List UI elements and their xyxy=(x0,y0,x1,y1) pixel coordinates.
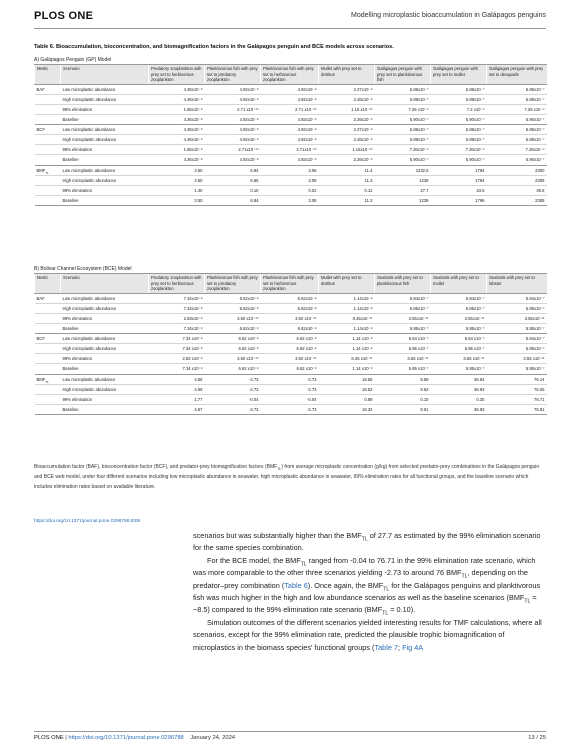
scenario-cell: Baseline xyxy=(61,324,149,334)
value-cell: 5.86x10⁻⁷ xyxy=(431,84,487,94)
table-row xyxy=(35,84,547,94)
value-cell: 11.3 xyxy=(319,175,375,185)
value-cell: 2.71 x10⁻¹⁰ xyxy=(261,104,319,114)
value-cell: 1.14x10⁻⁸ xyxy=(319,293,375,303)
value-cell: -0.04 xyxy=(205,394,261,404)
scenario-cell: 99% elimination xyxy=(61,354,149,364)
scenario-cell: Baseline xyxy=(61,155,149,165)
value-cell: 11.3 xyxy=(319,195,375,205)
value-cell: 5.85 x10⁻⁷ xyxy=(431,344,487,354)
value-cell: 2.26x10⁻⁸ xyxy=(319,94,375,104)
value-cell: 3.50 x10⁻¹⁰ xyxy=(205,354,261,364)
metric-cell xyxy=(35,115,61,125)
value-cell: 0.89 xyxy=(319,394,375,404)
table-row xyxy=(35,384,547,394)
value-cell: 5.85x10⁻⁷ xyxy=(431,303,487,313)
value-cell: 1.66x10⁻⁸ xyxy=(149,104,205,114)
value-cell: 6.84 xyxy=(205,195,261,205)
metric-cell xyxy=(35,195,61,205)
value-cell: 3.06 xyxy=(261,195,319,205)
value-cell: 5.90x10⁻⁷ xyxy=(431,155,487,165)
value-cell: 2.26x10⁻⁸ xyxy=(319,115,375,125)
value-cell: 6.62x10⁻⁸ xyxy=(261,293,319,303)
value-cell: 5.85x10⁻⁷ xyxy=(487,303,547,313)
table-row xyxy=(35,293,547,303)
table-7-link[interactable]: Table 7 xyxy=(374,642,398,652)
table-row xyxy=(35,155,547,165)
metric-cell xyxy=(35,155,61,165)
metric-cell xyxy=(35,384,61,394)
value-cell: -0.04 xyxy=(261,394,319,404)
value-cell: 6.62 x10⁻⁸ xyxy=(205,344,261,354)
value-cell: 5.89x10⁻⁷ xyxy=(375,94,431,104)
value-cell: 4.36x10⁻⁸ xyxy=(149,94,205,104)
scenario-cell: Low microplastic abundance xyxy=(61,334,149,344)
metric-cell: $BMF_{TL}$ xyxy=(35,374,61,384)
metric-cell xyxy=(35,135,61,145)
value-cell: 3.50 xyxy=(149,195,205,205)
value-cell: 0.02 xyxy=(261,185,319,195)
value-cell: 4.92x10⁻⁸ xyxy=(261,155,319,165)
metric-cell xyxy=(35,354,61,364)
value-cell: 36.84 xyxy=(431,374,487,384)
value-cell: 5.89x10⁻⁷ xyxy=(487,94,547,104)
gp-header-row xyxy=(35,65,547,85)
bce-header-cell: Mullet with prey set to detritus xyxy=(319,274,375,294)
table-row xyxy=(35,364,547,374)
value-cell: 3.50 xyxy=(149,175,205,185)
metric-cell: BCF xyxy=(35,125,61,135)
value-cell: 3.55x10⁻¹¹ xyxy=(431,313,487,323)
scenario-cell: Low microplastic abundance xyxy=(61,125,149,135)
gp-header-cell: Predatory zooplankton with prey set to herbivorous zooplankton xyxy=(149,65,205,85)
value-cell: 4.92x10⁻⁸ xyxy=(261,135,319,145)
value-cell: 4.58 xyxy=(149,384,205,394)
scenario-cell: High microplastic abundance xyxy=(61,303,149,313)
table-6-link[interactable]: Table 6 xyxy=(284,580,308,590)
metric-cell xyxy=(35,104,61,114)
value-cell: 4.92x10⁻⁸ xyxy=(205,125,261,135)
scenario-cell: 99% elimination xyxy=(61,145,149,155)
table-row xyxy=(35,394,547,404)
value-cell: -2.73 xyxy=(205,384,261,394)
value-cell: 4.36x10⁻⁸ xyxy=(149,125,205,135)
value-cell: 7.26x10⁻⁹ xyxy=(375,145,431,155)
value-cell: 5.85x10⁻⁷ xyxy=(487,364,547,374)
metric-cell xyxy=(35,313,61,323)
value-cell: 3.50 x10⁻¹⁰ xyxy=(205,313,261,323)
value-cell: 5.86x10⁻⁷ xyxy=(375,84,431,94)
value-cell: 2.26x10⁻⁸ xyxy=(319,135,375,145)
metric-cell xyxy=(35,185,61,195)
gp-model-block xyxy=(34,56,546,206)
scenario-cell: 99% elimination xyxy=(61,394,149,404)
value-cell: 1239 xyxy=(375,195,431,205)
bce-header-cell: Seabirds with prey set to lobster xyxy=(487,274,547,294)
value-cell: 1784 xyxy=(431,165,487,175)
page-footer xyxy=(34,735,546,741)
value-cell: 1.15 x10⁻¹⁰ xyxy=(319,104,375,114)
paragraph-3-separator: ; xyxy=(398,642,403,652)
value-cell: 7.34 x10⁻⁸ xyxy=(149,364,205,374)
value-cell: 5.86x10⁻⁷ xyxy=(487,84,547,94)
value-cell: 1.40 xyxy=(149,185,205,195)
metric-cell xyxy=(35,344,61,354)
value-cell: 5.86x10⁻⁷ xyxy=(431,125,487,135)
metric-cell: $BMF_{TL}$ xyxy=(35,165,61,175)
value-cell: 5.89x10⁻⁷ xyxy=(375,135,431,145)
footer-date: January 24, 2024 xyxy=(190,735,236,741)
value-cell: 5.84 x10⁻⁷ xyxy=(375,334,431,344)
table-row xyxy=(35,175,547,185)
value-cell: 8.45x10⁻¹¹ xyxy=(319,313,375,323)
value-cell: 1796 xyxy=(431,195,487,205)
table-row xyxy=(35,145,547,155)
value-cell: 6.85 xyxy=(205,175,261,185)
gp-model-title: A) Galápagos Penguin (GP) Model xyxy=(34,57,112,63)
metric-cell: BAF xyxy=(35,293,61,303)
value-cell: 0.10 xyxy=(205,185,261,195)
value-cell: 5.90x10⁻⁷ xyxy=(487,155,547,165)
scenario-cell: High microplastic abundance xyxy=(61,135,149,145)
value-cell: 76.05 xyxy=(487,384,547,394)
value-cell: 5.85x10⁻⁷ xyxy=(375,303,431,313)
value-cell: 49.6 xyxy=(487,185,547,195)
value-cell: 4.36x10⁻⁸ xyxy=(149,155,205,165)
value-cell: 5.85x10⁻⁷ xyxy=(431,364,487,374)
fig-4a-link[interactable]: Fig 4A xyxy=(402,642,424,652)
value-cell: 6.62 x10⁻⁸ xyxy=(205,364,261,374)
value-cell: 2.83 x10⁻⁸ xyxy=(149,354,205,364)
table-row xyxy=(35,313,547,323)
value-cell: 11.4 xyxy=(319,165,375,175)
value-cell: 5.89x10⁻⁷ xyxy=(431,135,487,145)
table-row xyxy=(35,195,547,205)
value-cell: 1.66x10⁻⁸ xyxy=(149,145,205,155)
value-cell: 3.50 xyxy=(149,165,205,175)
gp-table xyxy=(34,64,547,206)
table-row xyxy=(35,344,547,354)
value-cell: 3.55x10⁻¹¹ xyxy=(487,313,547,323)
gp-header-cell: Metric xyxy=(35,65,61,85)
footer-divider xyxy=(34,731,546,732)
gp-header-cell: Galápagos penguin with prey set to mullet xyxy=(431,65,487,85)
value-cell: 5.84 x10⁻⁷ xyxy=(431,334,487,344)
table-row xyxy=(35,324,547,334)
bce-model-block xyxy=(34,265,546,415)
value-cell: -2.73 xyxy=(261,404,319,414)
scenario-cell: High microplastic abundance xyxy=(61,94,149,104)
value-cell: 4.92x10⁻⁸ xyxy=(205,135,261,145)
table-row xyxy=(35,165,547,175)
value-cell: 1794 xyxy=(431,175,487,185)
scenario-cell: Low microplastic abundance xyxy=(61,84,149,94)
value-cell: 4.92x10⁻⁸ xyxy=(261,94,319,104)
value-cell: 7.34x10⁻⁸ xyxy=(149,324,205,334)
table-row xyxy=(35,334,547,344)
scenario-cell: 99% elimination xyxy=(61,185,149,195)
value-cell: 5.86x10⁻⁷ xyxy=(375,125,431,135)
value-cell: 3.50 x10⁻¹⁰ xyxy=(261,313,319,323)
value-cell: 0.10 xyxy=(375,394,431,404)
scenario-cell: High microplastic abundance xyxy=(61,344,149,354)
value-cell: 4.36x10⁻⁸ xyxy=(149,135,205,145)
value-cell: 4.92x10⁻⁸ xyxy=(205,94,261,104)
scenario-cell: Baseline xyxy=(61,195,149,205)
gp-header-cell: Galápagos penguin with prey set to decapods xyxy=(487,65,547,85)
value-cell: 5.84x10⁻⁷ xyxy=(487,293,547,303)
value-cell: 6.62x10⁻⁸ xyxy=(205,303,261,313)
value-cell: 43.5 xyxy=(431,185,487,195)
bce-header-cell: Predatory zooplankton with prey set to herbivorous zooplankton xyxy=(149,274,205,294)
value-cell: 4.92x10⁻⁸ xyxy=(205,155,261,165)
value-cell: 7.26 x10⁻⁹ xyxy=(487,104,547,114)
value-cell: 5.86x10⁻⁷ xyxy=(487,125,547,135)
value-cell: 0.30 xyxy=(431,394,487,404)
value-cell: 2300 xyxy=(487,165,547,175)
bce-header-cell: Seabirds with prey set to mullet xyxy=(431,274,487,294)
scenario-cell: 99% elimination xyxy=(61,313,149,323)
value-cell: 4.57 xyxy=(149,404,205,414)
metric-cell xyxy=(35,324,61,334)
table-doi-link[interactable]: https://doi.org/10.1371/journal.pone.0296788.t006 xyxy=(34,519,141,524)
value-cell: -2.73 xyxy=(261,384,319,394)
value-cell: 5.85x10⁻⁷ xyxy=(487,344,547,354)
value-cell: 6.62 x10⁻⁸ xyxy=(205,334,261,344)
value-cell: 5.90x10⁻⁷ xyxy=(375,155,431,165)
value-cell: 6.62 x10⁻⁸ xyxy=(261,334,319,344)
metric-cell xyxy=(35,394,61,404)
value-cell: 3.06 xyxy=(261,165,319,175)
value-cell: 7.26x10⁻⁹ xyxy=(431,145,487,155)
body-text xyxy=(193,530,545,654)
metric-cell: BAF xyxy=(35,84,61,94)
bce-model-title: B) Bolivar Channel Ecosystem (BCE) Model xyxy=(34,266,132,272)
bce-table-body xyxy=(35,293,547,414)
bce-header-cell: Planktivorous fish with prey set to herbivorous zooplankton xyxy=(261,274,319,294)
scenario-cell: 99% elimination xyxy=(61,104,149,114)
value-cell: 7.34 x10⁻⁸ xyxy=(149,334,205,344)
value-cell: 4.58 xyxy=(149,374,205,384)
value-cell: 3.55 x10⁻¹¹ xyxy=(487,354,547,364)
value-cell: 4.92x10⁻⁸ xyxy=(261,125,319,135)
bce-header-cell: Scenario xyxy=(61,274,149,294)
value-cell: 36.93 xyxy=(431,384,487,394)
value-cell: 6.62x10⁻⁸ xyxy=(261,324,319,334)
header-divider xyxy=(34,28,546,29)
value-cell: 2308 xyxy=(487,195,547,205)
table-row xyxy=(35,94,547,104)
value-cell: 5.85 x10⁻⁷ xyxy=(375,364,431,374)
scenario-cell: Baseline xyxy=(61,404,149,414)
footer-separator: | xyxy=(63,735,69,741)
value-cell: 8.45 x10⁻¹¹ xyxy=(319,354,375,364)
value-cell: 3.55x10⁻¹¹ xyxy=(375,313,431,323)
value-cell: 2.27x10⁻⁸ xyxy=(319,125,375,135)
page-header xyxy=(34,10,546,24)
value-cell: 5.84x10⁻⁷ xyxy=(431,293,487,303)
value-cell: 2.71x10⁻¹⁰ xyxy=(205,145,261,155)
metric-cell xyxy=(35,404,61,414)
bce-header-cell: Seabirds with prey set to planktivorous fish xyxy=(375,274,431,294)
journal-logo: PLOS ONE xyxy=(34,10,94,22)
value-cell: 6.62x10⁻⁸ xyxy=(205,293,261,303)
table-row xyxy=(35,303,547,313)
table-row xyxy=(35,404,547,414)
value-cell: 18.56 xyxy=(319,374,375,384)
metric-cell xyxy=(35,364,61,374)
value-cell: 5.90x10⁻⁷ xyxy=(431,115,487,125)
scenario-cell: Baseline xyxy=(61,364,149,374)
gp-header-cell: Mullet with prey set to detritus xyxy=(319,65,375,85)
value-cell: 4.92x10⁻⁸ xyxy=(261,84,319,94)
value-cell: 8.62 xyxy=(375,384,431,394)
bce-header-row xyxy=(35,274,547,294)
value-cell: 0.12 xyxy=(319,185,375,195)
value-cell: 18.52 xyxy=(319,384,375,394)
paragraph-1 xyxy=(193,530,545,555)
value-cell: 3.06 xyxy=(261,175,319,185)
table-row xyxy=(35,185,547,195)
paragraph-3-text: Simulation outcomes of the different scenarios yielded interesting results for TMF calculations, where all scenarios, except for the 99% elimination rate, predicted the plausible trophic biomagnification of microplastics in the biomass species' functional groups ( xyxy=(193,617,542,652)
value-cell: 2305 xyxy=(487,175,547,185)
value-cell: -2.73 xyxy=(261,374,319,384)
value-cell: 1.14 x10⁻⁸ xyxy=(319,344,375,354)
running-title: Modelling microplastic bioaccumulation in Galápagos penguins xyxy=(351,12,546,19)
value-cell: 1.14x10⁻⁸ xyxy=(319,324,375,334)
value-cell: 5.85x10⁻⁷ xyxy=(431,324,487,334)
paragraph-2-text-a: For the BCE model, the $BMF_{TL}$ ranged from -0.04 to 76.71 in the 99% elimination rate scenario, which was more comparable to the other three scenarios yielding -2.73 to around 76 $BMF_{TL}$, depending on the predator–prey combination ( xyxy=(193,555,536,590)
metric-cell xyxy=(35,145,61,155)
metric-cell xyxy=(35,303,61,313)
value-cell: 5.90x10⁻⁷ xyxy=(487,115,547,125)
metric-cell: BCF xyxy=(35,334,61,344)
value-cell: -2.73 xyxy=(205,374,261,384)
value-cell: 1232.5 xyxy=(375,165,431,175)
footer-journal: PLOS ONE xyxy=(34,735,64,741)
table-row xyxy=(35,374,547,384)
value-cell: 3.55 x10⁻¹¹ xyxy=(431,354,487,364)
value-cell: 5.84x10⁻⁷ xyxy=(487,334,547,344)
value-cell: -2.73 xyxy=(205,404,261,414)
paragraph-3 xyxy=(193,617,545,654)
gp-header-cell: Scenario xyxy=(61,65,149,85)
value-cell: 1.14 x10⁻⁸ xyxy=(319,364,375,374)
value-cell: 6.62 x10⁻⁸ xyxy=(261,364,319,374)
scenario-cell: Baseline xyxy=(61,115,149,125)
value-cell: 5.85 x10⁻⁷ xyxy=(375,344,431,354)
gp-table-body xyxy=(35,84,547,205)
value-cell: 27.7 xyxy=(375,185,431,195)
value-cell: 5.85x10⁻⁷ xyxy=(487,324,547,334)
table-row xyxy=(35,354,547,364)
value-cell: 6.62 x10⁻⁸ xyxy=(261,344,319,354)
scenario-cell: High microplastic abundance xyxy=(61,384,149,394)
value-cell: 3.50 x10⁻¹⁰ xyxy=(261,354,319,364)
paragraph-1-text: scenarios but was substantially higher than the $BMF_{TL}$ of 27.7 as estimated by the 99% elimination scenario for the same species combination. xyxy=(193,531,541,553)
value-cell: 7.26x10⁻⁹ xyxy=(487,145,547,155)
value-cell: 7.26 x10⁻⁹ xyxy=(375,104,431,114)
value-cell: 5.84x10⁻⁷ xyxy=(375,293,431,303)
value-cell: 5.89x10⁻⁷ xyxy=(487,135,547,145)
scenario-cell: High microplastic abundance xyxy=(61,175,149,185)
scenario-cell: Low microplastic abundance xyxy=(61,293,149,303)
gp-header-cell: Planktivorous fish with prey set to herbivorous zooplankton xyxy=(261,65,319,85)
value-cell: 1.77 xyxy=(149,394,205,404)
value-cell: 6.84 xyxy=(205,165,261,175)
value-cell: 76.14 xyxy=(487,374,547,384)
value-cell: 4.92x10⁻⁸ xyxy=(205,84,261,94)
table-title: Table 6. Bioaccumulation, bioconcentration, and biomagnification factors in the Galápagos penguin and BCE models across scenarios. xyxy=(34,44,394,50)
paragraph-2 xyxy=(193,555,545,617)
gp-header-cell: Planktivorous fish with prey set to predatory zooplankton xyxy=(205,65,261,85)
value-cell: 18.32 xyxy=(319,404,375,414)
table-row xyxy=(35,104,547,114)
value-cell: 5.90x10⁻⁷ xyxy=(375,115,431,125)
value-cell: 4.36x10⁻⁸ xyxy=(149,84,205,94)
value-cell: 4.92x10⁻⁸ xyxy=(261,115,319,125)
value-cell: 7.34x10⁻⁸ xyxy=(149,293,205,303)
value-cell: 4.36x10⁻⁸ xyxy=(149,115,205,125)
value-cell: 2.27x10⁻⁸ xyxy=(319,84,375,94)
value-cell: 7.34 x10⁻⁸ xyxy=(149,344,205,354)
value-cell: 1.14x10⁻⁸ xyxy=(319,303,375,313)
value-cell: 2.71x10⁻¹⁰ xyxy=(261,145,319,155)
value-cell: 2.83x10⁻⁸ xyxy=(149,313,205,323)
gp-header-cell: Galápagos penguin with prey set to planktivorous fish xyxy=(375,65,431,85)
metric-cell xyxy=(35,94,61,104)
table-caption: Bioaccumulation factor (BAF), bioconcentration factor (BCF), and predator-prey biomagnification factors $(BMF_{TL})$ from average microplastic concentration (g/kg) from selected predator-prey combinations in the Galápagos penguin and BCE web model, under four different scenarios including low microplastic abundance in seawater, high microplastic abundance in seawater, 99% elimination rates for all functional groups, and the baseline scenario which includes elimination rates based on available literature. xyxy=(34,464,540,490)
value-cell: 2.26x10⁻⁸ xyxy=(319,155,375,165)
table-row xyxy=(35,125,547,135)
scenario-cell: Low microplastic abundance xyxy=(61,374,149,384)
bce-header-cell: Metric xyxy=(35,274,61,294)
value-cell: 1.15x10⁻¹⁰ xyxy=(319,145,375,155)
value-cell: 75.81 xyxy=(487,404,547,414)
value-cell: 6.62x10⁻⁸ xyxy=(205,324,261,334)
value-cell: 7.2 x10⁻⁹ xyxy=(431,104,487,114)
value-cell: 8.59 xyxy=(375,374,431,384)
value-cell: 5.85x10⁻⁷ xyxy=(375,324,431,334)
value-cell: 7.34x10⁻⁸ xyxy=(149,303,205,313)
value-cell: 1.14 x10⁻⁸ xyxy=(319,334,375,344)
value-cell: 4.92x10⁻⁸ xyxy=(205,115,261,125)
value-cell: 76.71 xyxy=(487,394,547,404)
bce-table xyxy=(34,273,547,415)
value-cell: 5.89x10⁻⁷ xyxy=(431,94,487,104)
bce-header-cell: Planktivorous fish with prey set to predatory zooplankton xyxy=(205,274,261,294)
footer-doi-link[interactable]: https://doi.org/10.1371/journal.pone.0296788 xyxy=(68,735,184,741)
value-cell: 1238 xyxy=(375,175,431,185)
table-row xyxy=(35,115,547,125)
value-cell: 3.55 x10⁻¹¹ xyxy=(375,354,431,364)
value-cell: 8.61 xyxy=(375,404,431,414)
metric-cell xyxy=(35,175,61,185)
value-cell: 2.71 x10⁻¹⁰ xyxy=(205,104,261,114)
table-row xyxy=(35,135,547,145)
paragraph-2-text-b: ). Once again, the $BMF_{TL}$ for the Galápagos penguins and planktivorous fish was much higher in the high and low abundance scenarios as well as the baseline scenarios ($BMF_{TL}$ = ~8.5) compared to the 99% elimination rate scenario $(BMF_{TL} = 0.10)$. xyxy=(193,580,541,617)
value-cell: 6.62x10⁻⁸ xyxy=(261,303,319,313)
value-cell: 36.93 xyxy=(431,404,487,414)
scenario-cell: Low microplastic abundance xyxy=(61,165,149,175)
page-number: 13 / 25 xyxy=(528,735,546,741)
